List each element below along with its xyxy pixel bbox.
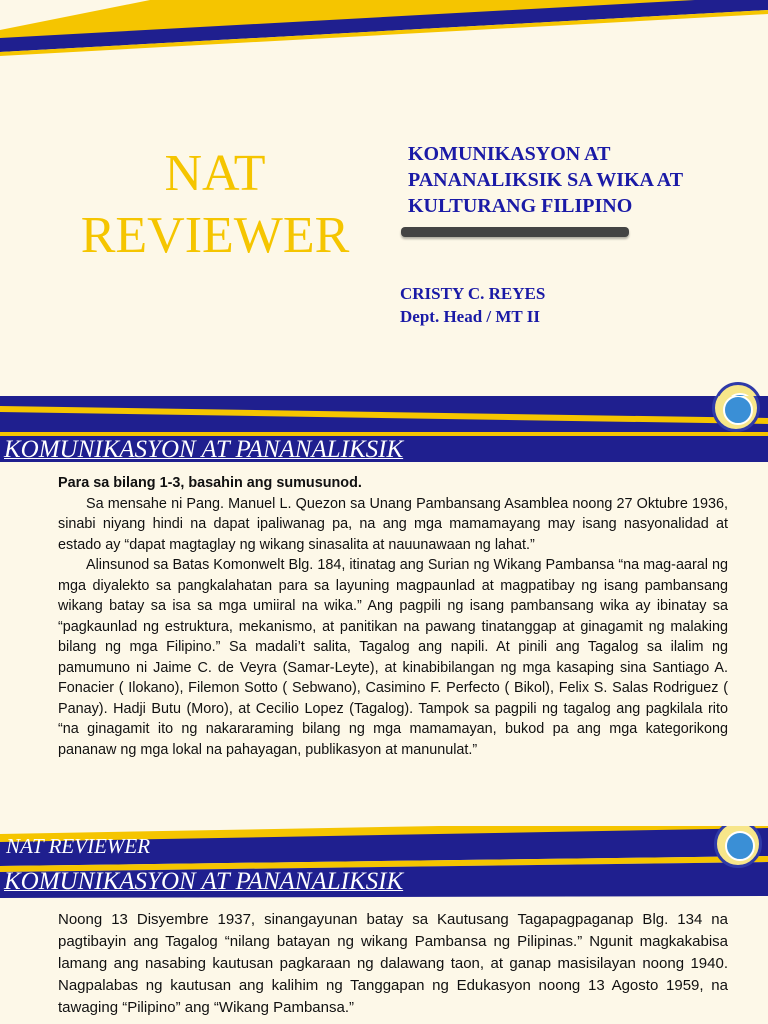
author-title: Dept. Head / MT II <box>400 307 540 326</box>
course-title-line3: KULTURANG FILIPINO <box>408 195 633 217</box>
title-slide <box>0 0 768 396</box>
title-divider <box>401 227 629 237</box>
slide2-title: KOMUNIKASYON AT PANANALIKSIK <box>4 436 404 463</box>
title-reviewer: REVIEWER <box>80 207 350 264</box>
paragraph-quezon: Sa mensahe ni Pang. Manuel L. Quezon sa Unang Pambansang Asamblea noong 27 Oktubre 1936, sinabi niyang hindi na dapat ipaliwanag pa, na ang mga mamamayang may isang nasyonalidad at estado ay “dapat magtaglay ng wikang sinasalita at nauunawaan ng lahat.” <box>58 495 728 553</box>
course-title-line1: KOMUNIKASYON AT <box>408 143 611 165</box>
slide2-body <box>58 473 728 760</box>
course-title <box>408 141 683 219</box>
slide3-title: KOMUNIKASYON AT PANANALIKSIK <box>4 868 404 895</box>
slide3-body <box>58 909 728 1019</box>
title-nat: NAT <box>164 145 266 202</box>
paragraph-batas: Alinsunod sa Batas Komonwelt Blg. 184, itinatag ang Surian ng Wikang Pambansa “na mag-aaral ng mga diyalekto sa pangkalahatan para sa layuning magpaunlad at magpatibay ng isang pambansang wikang batay sa isa sa mga umiiral na wika.” Ang pagpili ng isang pambansang wika ay ibinatay sa “pagkaunlad ng estruktura, mekanismo, at panitikan na pawang tinatanggap at ginagamit ng malaking bilang ng mga Filipino.” Sa madali’t salita, Tagalog ang napili. At pinili ang Tagalog sa ilalim ng pamumuno ni Jaime C. de Veyra (Samar-Leyte), at kinabibilangan ng mga kasaping sina Santiago A. Fonacier ( Ilokano), Filemon Sotto ( Sebwano), Casimino F. Perfecto ( Bikol), Felix S. Salas Rodriguez ( Panay). Hadji Butu (Moro), at Cecilio Lopez (Tagalog). Tampok sa pagpili ng tagalog ang pagkilala rito “na ginagamit ito ng nakararaming bilang ng mga mamamayan, bukod pa ang mga kategorikong pananaw ng mga lokal na pahayagan, publikasyon at manunulat.” <box>58 557 728 758</box>
content-slide-1 <box>0 396 768 826</box>
slide3-header-label: NAT REVIEWER <box>6 834 151 858</box>
paragraph-disyembre: Noong 13 Disyembre 1937, sinangayunan batay sa Kautusang Tagapagpaganap Blg. 134 na pagtibayin ang Tagalog “nilang batayan ng wikang Pambansa ng Pilipinas.” Ngunit magkakabisa lamang ang nasabing kautusan pagkaraan ng dalawang taon, at ganap masisilayan noong 1940. Nagpalabas ng kautusan ang kalihim ng Tanggapan ng Edukasyon noong 13 Agosto 1959, na tawaging “Pilipino” ang “Wikang Pambansa.” <box>58 911 728 1016</box>
instruction-text: Para sa bilang 1-3, basahin ang sumusunod. <box>58 475 362 491</box>
course-title-line2: PANANALIKSIK SA WIKA AT <box>408 169 684 191</box>
author-block <box>400 282 545 328</box>
author-name: CRISTY C. REYES <box>400 284 546 303</box>
content-slide-2 <box>0 826 768 1024</box>
